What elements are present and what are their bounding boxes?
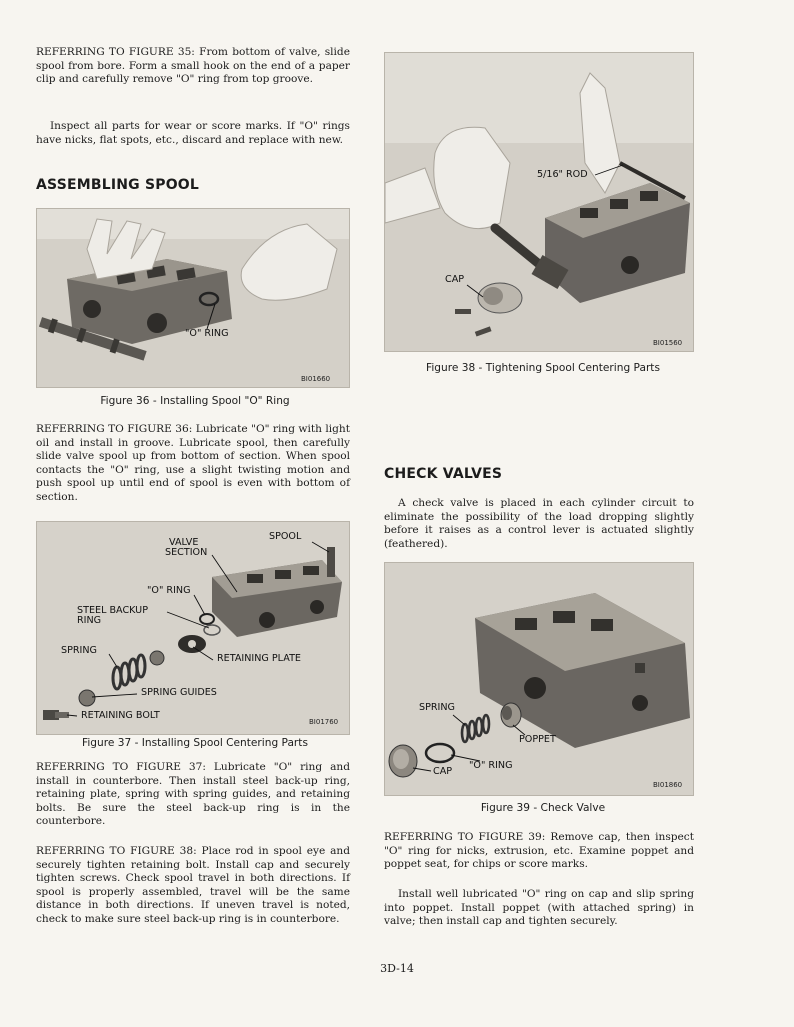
label-spring: SPRING <box>61 645 97 656</box>
figure-code: BI01760 <box>309 718 339 726</box>
label-cap: CAP <box>445 274 465 285</box>
figure-code: BI01660 <box>301 375 331 383</box>
label-valve: VALVE <box>169 537 199 548</box>
paragraph-figure-39: REFERRING TO FIGURE 39: Remove cap, then inspect "O" ring for nicks, extrusion, etc. Examine poppet and poppet seat, for chips or score marks. <box>384 831 694 871</box>
label-spring-guides: SPRING GUIDES <box>141 687 217 698</box>
paragraph-figure-36: REFERRING TO FIGURE 36: Lubricate "O" ring with light oil and install in groove. Lubricate spool, then carefully slide valve spool up from bottom of section. When spool contacts the "O" ring, use a slight twisting motion and push spool up until end of spool is even with bottom of section. <box>36 423 350 503</box>
figure-39-illustration <box>385 563 693 795</box>
label-poppet: POPPET <box>519 734 556 745</box>
label-cap: CAP <box>433 766 453 777</box>
paragraph-install-o-ring: Install well lubricated "O" ring on cap and slip spring into poppet. Install poppet (with attached spring) in valve; then install cap and tighten securely. <box>384 888 694 928</box>
label-ring: RING <box>77 615 102 626</box>
label-spool: SPOOL <box>269 531 302 542</box>
figure-38-photo <box>384 52 694 352</box>
label-o-ring: "O" RING <box>469 760 513 771</box>
label-steel-backup: STEEL BACKUP <box>77 605 148 616</box>
figure-38-illustration <box>385 53 693 351</box>
paragraph-figure-37: REFERRING TO FIGURE 37: Lubricate "O" ring and install in counterbore. Then install steel back-up ring, retaining plate, spring with spring guides, and retaining bolts. Be sure the steel back-up ring is in the counterbore. <box>36 761 350 828</box>
paragraph-figure-35: REFERRING TO FIGURE 35: From bottom of valve, slide spool from bore. Form a small hook on the end of a paper clip and carefully remove "O" ring from top groove. <box>36 46 350 86</box>
figure-36-illustration <box>37 209 349 387</box>
heading-check-valves: CHECK VALVES <box>384 466 503 482</box>
paragraph-check-valves: A check valve is placed in each cylinder circuit to eliminate the possibility of the load dropping slightly before it raises as a control lever is actuated slightly (feathered). <box>384 497 694 550</box>
label-section: SECTION <box>165 547 208 558</box>
figure-37-caption: Figure 37 - Installing Spool Centering Parts <box>82 737 308 749</box>
paragraph-figure-38: REFERRING TO FIGURE 38: Place rod in spool eye and securely tighten retaining bolt. Install cap and securely tighten screws. Check spool travel in both directions. If spool is properly assembled, travel will be the same distance in both directions. If uneven travel is noted, check to make sure steel back-up ring is in counterbore. <box>36 845 350 925</box>
heading-assembling-spool: ASSEMBLING SPOOL <box>36 177 200 193</box>
figure-37-photo <box>36 521 350 735</box>
figure-39-caption: Figure 39 - Check Valve <box>480 802 606 814</box>
figure-36-photo <box>36 208 350 388</box>
label-spring: SPRING <box>419 702 455 713</box>
figure-36-caption: Figure 36 - Installing Spool "O" Ring <box>100 395 290 407</box>
figure-39-photo <box>384 562 694 796</box>
label-retaining-bolt: RETAINING BOLT <box>81 710 160 721</box>
figure-code: BI01860 <box>653 781 683 789</box>
figure-38-caption: Figure 38 - Tightening Spool Centering Parts <box>426 362 660 374</box>
label-o-ring: "O" RING <box>147 585 191 596</box>
label-rod: 5/16" ROD <box>537 169 588 180</box>
label-o-ring: "O" RING <box>185 328 229 339</box>
page-number: 3D-14 <box>380 962 414 975</box>
figure-code: BI01560 <box>653 339 683 347</box>
paragraph-inspect: Inspect all parts for wear or score marks. If "O" rings have nicks, flat spots, etc., discard and replace with new. <box>36 120 350 146</box>
label-retaining-plate: RETAINING PLATE <box>217 653 301 664</box>
